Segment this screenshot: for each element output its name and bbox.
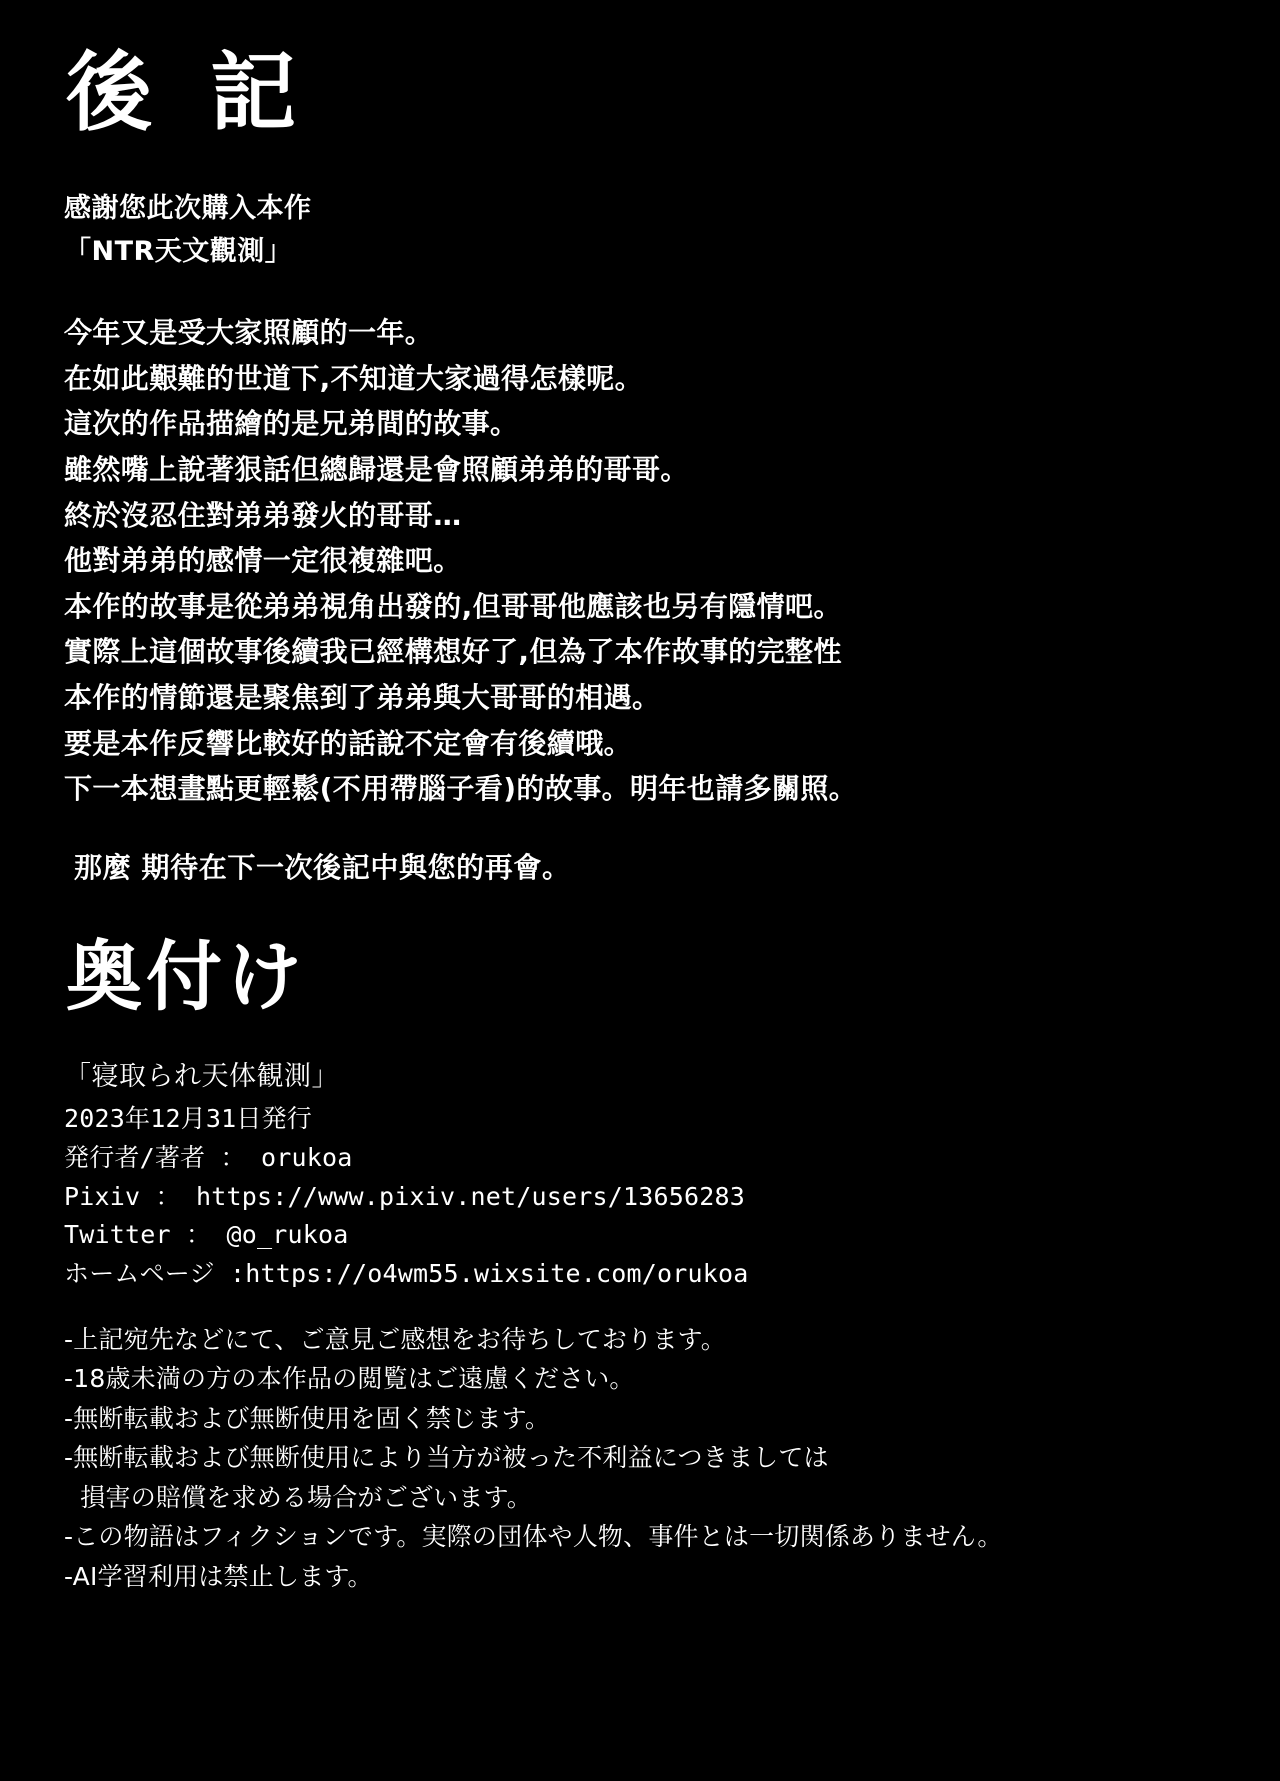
colophon-meta	[64, 1100, 1216, 1294]
afterword-body-line: 終於沒忍住對弟弟發火的哥哥…	[64, 498, 462, 532]
afterword-thanks	[64, 187, 1216, 274]
afterword-body-line: 這次的作品描繪的是兄弟間的故事。	[64, 407, 519, 441]
colophon-note: -この物語はフィクションです。実際の団体や人物、事件とは一切関係ありません。	[64, 1522, 1003, 1552]
afterword-body-line: 下一本想畫點更輕鬆(不用帶腦子看)的故事。明年也請多關照。	[64, 772, 858, 806]
afterword-body-line: 今年又是受大家照顧的一年。	[64, 316, 434, 350]
afterword-body-line: 他對弟弟的感情一定很複雜吧。	[64, 544, 462, 578]
colophon-note: -18歳未満の方の本作品の閲覧はご遠慮ください。	[64, 1364, 635, 1394]
thanks-line: 感謝您此次購入本作	[64, 192, 312, 224]
colophon-note: -AI学習利用は禁止します。	[64, 1561, 373, 1591]
colophon-note: -無断転載および無断使用を固く禁じます。	[64, 1403, 551, 1433]
afterword-heading: 後 記	[66, 43, 310, 143]
colophon-title: 「寝取られ天体観測」	[64, 1061, 339, 1093]
colophon-pixiv-link[interactable]: Pixiv ： https://www.pixiv.net/users/13656283	[64, 1181, 746, 1211]
colophon-author: 発行者/著者 ： orukoa	[64, 1142, 353, 1172]
afterword-body	[64, 310, 1216, 812]
afterword-body-line: 本作的故事是從弟弟視角出發的,但哥哥他應該也另有隱情吧。	[64, 589, 842, 623]
colophon-heading: 奥付け	[66, 931, 306, 1021]
colophon-note: 損害の賠償を求める場合がございます。	[64, 1482, 532, 1512]
colophon-note: -無断転載および無断使用により当方が被った不利益につきましては	[64, 1443, 829, 1473]
afterword-body-line: 本作的情節還是聚焦到了弟弟與大哥哥的相遇。	[64, 681, 661, 715]
afterword-body-line: 在如此艱難的世道下,不知道大家過得怎樣呢。	[64, 361, 644, 395]
colophon-publish-date: 2023年12月31日発行	[64, 1104, 313, 1134]
colophon-note: -上記宛先などにて、ご意見ご感想をお待ちしております。	[64, 1324, 726, 1354]
afterword-closing: 那麼 期待在下一次後記中與您的再會。	[74, 850, 571, 884]
afterword-body-line: 實際上這個故事後續我已經構想好了,但為了本作故事的完整性	[64, 635, 842, 669]
colophon-twitter-link[interactable]: Twitter ： @o_rukoa	[64, 1220, 349, 1250]
colophon-homepage-link[interactable]: ホームページ :https://o4wm55.wixsite.com/orukoa	[64, 1259, 749, 1289]
colophon-notes	[64, 1320, 1216, 1597]
afterword-body-line: 要是本作反響比較好的話說不定會有後續哦。	[64, 726, 633, 760]
thanks-line: 「NTR天文觀測」	[64, 236, 293, 268]
afterword-body-line: 雖然嘴上說著狠話但總歸還是會照顧弟弟的哥哥。	[64, 452, 689, 486]
